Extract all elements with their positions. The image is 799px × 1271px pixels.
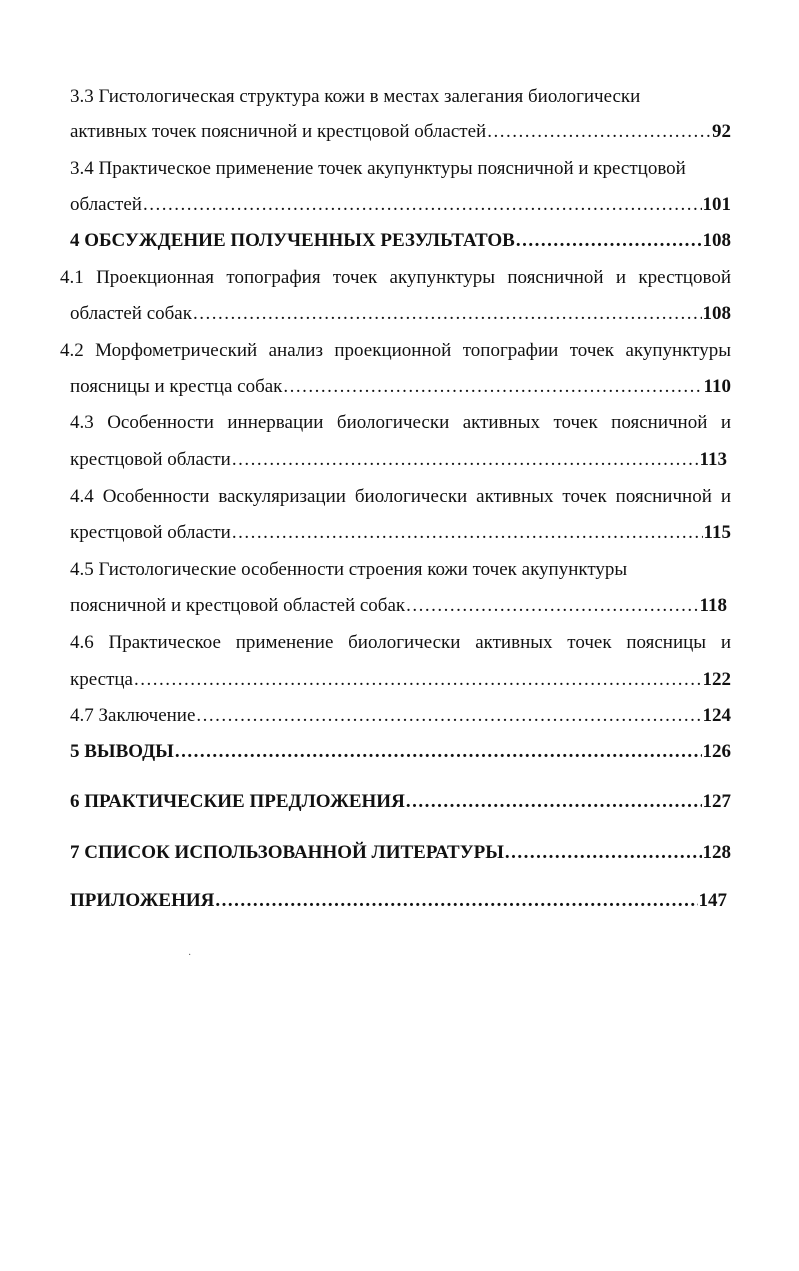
- toc-entry-4-5-line1: 4.5 Гистологические особенности строения кожи точек акупунктуры: [70, 559, 628, 580]
- toc-leader: [516, 228, 702, 254]
- toc-chapter-7: [70, 840, 731, 866]
- toc-entry-4-1-text: областей собак: [70, 303, 192, 324]
- toc-leader: [143, 192, 702, 218]
- toc-page-number: 108: [702, 303, 731, 324]
- toc-entry-4-4: [70, 520, 731, 546]
- toc-entry-3-3: [70, 119, 731, 145]
- toc-entry-4-2-line1: 4.2 Морфометрический анализ проекционной топографии точек акупунктуры: [60, 340, 731, 361]
- toc-entry-4-1-line1: 4.1 Проекционная топография точек акупунктуры поясничной и крестцовой: [60, 267, 731, 288]
- toc-entry-4-3-line1: 4.3 Особенности иннервации биологически активных точек поясничной и: [70, 412, 731, 433]
- toc-entry-3-3-line1: 3.3 Гистологическая структура кожи в местах залегания биологически: [70, 86, 641, 107]
- toc-leader: [215, 888, 697, 914]
- toc-leader: [232, 447, 699, 473]
- toc-appendices: [70, 888, 727, 914]
- toc-page-number: 122: [702, 669, 731, 690]
- toc-entry-4-2-text: поясницы и крестца собак: [70, 376, 283, 397]
- toc-page-number: 147: [698, 890, 727, 911]
- scan-speck: ·: [188, 950, 192, 961]
- toc-entry-4-7: [70, 703, 731, 729]
- toc-page-number: 128: [702, 842, 731, 863]
- toc-page-number: 127: [702, 791, 731, 812]
- toc-entry-3-4-line1: 3.4 Практическое применение точек акупунктуры поясничной и крестцовой: [70, 158, 686, 179]
- toc-entry-4-7-text: 4.7 Заключение: [70, 705, 196, 726]
- toc-chapter-6-title: 6 ПРАКТИЧЕСКИЕ ПРЕДЛОЖЕНИЯ: [70, 791, 405, 812]
- toc-page-number: 126: [702, 741, 731, 762]
- toc-entry-3-4: [70, 192, 731, 218]
- toc-leader: [406, 593, 698, 619]
- toc-entry-4-5-text: поясничной и крестцовой областей собак: [70, 595, 406, 616]
- toc-leader: [193, 301, 702, 327]
- toc-chapter-7-title: 7 СПИСОК ИСПОЛЬЗОВАННОЙ ЛИТЕРАТУРЫ: [70, 842, 504, 863]
- toc-entry-4-6-text: крестца: [70, 669, 133, 690]
- toc-chapter-5: [70, 739, 731, 765]
- toc-page-number: 113: [699, 449, 727, 470]
- toc-page-number: 92: [712, 121, 731, 142]
- toc-entry-4-3-text: крестцовой области: [70, 449, 231, 470]
- toc-appendices-title: ПРИЛОЖЕНИЯ: [70, 890, 215, 911]
- toc-leader: [175, 739, 702, 765]
- toc-entry-4-6: [70, 667, 731, 693]
- toc-entry-4-6-line1: 4.6 Практическое применение биологически активных точек поясницы и: [70, 632, 731, 653]
- toc-leader: [505, 840, 702, 866]
- toc-leader: [406, 789, 702, 815]
- toc-entry-3-4-text: областей: [70, 194, 142, 215]
- toc-leader: [487, 119, 711, 145]
- toc-leader: [232, 520, 703, 546]
- toc-page-number: 108: [702, 230, 731, 251]
- toc-page-number: 118: [699, 595, 727, 616]
- toc-chapter-4-title: 4 ОБСУЖДЕНИЕ ПОЛУЧЕННЫХ РЕЗУЛЬТАТОВ: [70, 230, 515, 251]
- toc-chapter-6: [70, 789, 731, 815]
- toc-leader: [134, 667, 702, 693]
- toc-entry-4-4-text: крестцовой области: [70, 522, 231, 543]
- toc-entry-3-3-text: активных точек поясничной и крестцовой областей: [70, 121, 487, 142]
- toc-entry-4-5: [70, 593, 727, 619]
- toc-leader: [196, 703, 701, 729]
- toc-page-number: 110: [703, 376, 731, 397]
- toc-entry-4-4-line1: 4.4 Особенности васкуляризации биологически активных точек поясничной и: [70, 486, 731, 507]
- toc-entry-4-1: [70, 301, 731, 327]
- toc-page-number: 101: [702, 194, 731, 215]
- toc-entry-4-2: [70, 374, 731, 400]
- toc-page-number: 124: [702, 705, 731, 726]
- toc-chapter-5-title: 5 ВЫВОДЫ: [70, 741, 174, 762]
- toc-leader: [283, 374, 702, 400]
- toc-entry-4-3: [70, 447, 727, 473]
- toc-page-number: 115: [703, 522, 731, 543]
- toc-chapter-4: [70, 228, 731, 254]
